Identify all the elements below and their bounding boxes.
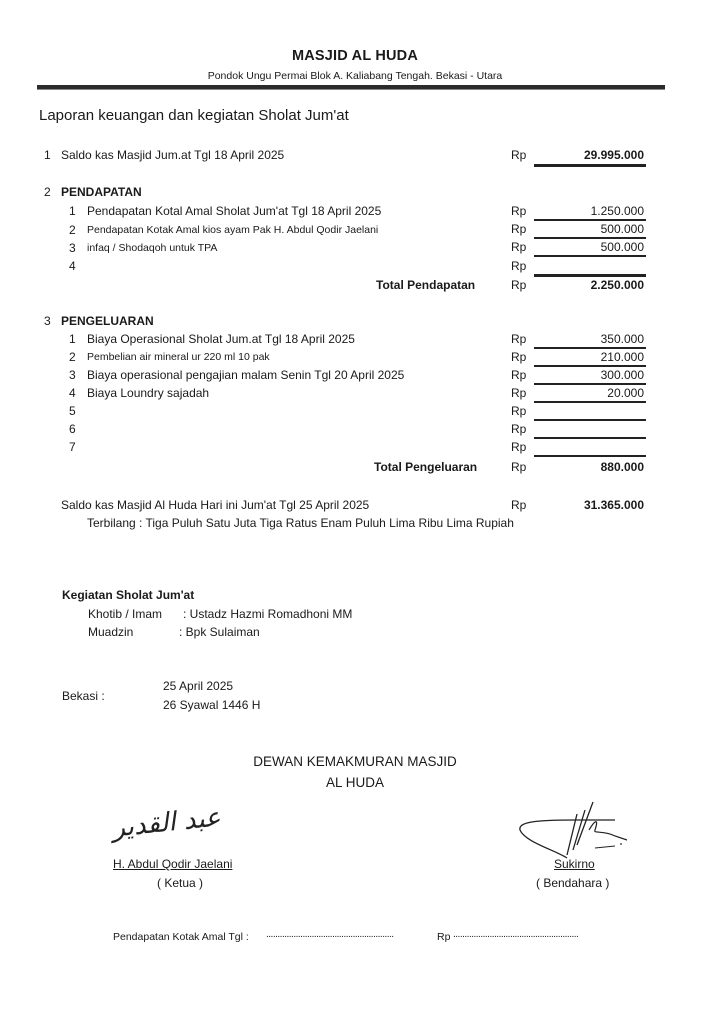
expense-item-label: Biaya operasional pengajian malam Senin Tgl 20 April 2025 (87, 368, 405, 382)
expense-item-amount: 210.000 (600, 350, 644, 364)
income-item-amount: 500.000 (600, 240, 644, 254)
income-item-label: Pendapatan Kotal Amal Sholat Jum'at Tgl 18 April 2025 (87, 204, 382, 218)
chair-role: ( Ketua ) (157, 876, 204, 890)
muadzin-value: : Bpk Sulaiman (179, 625, 260, 639)
closing-balance-in-words: Terbilang : Tiga Puluh Satu Juta Tiga Ratus Enam Puluh Lima Ribu Lima Rupiah (87, 516, 514, 530)
amount-underline (534, 164, 646, 167)
currency-label: Rp (511, 222, 527, 236)
expense-item-no: 4 (69, 386, 76, 400)
income-item-amount: 500.000 (600, 222, 644, 236)
expense-item-amount: 350.000 (600, 332, 644, 346)
currency-label: Rp (511, 404, 527, 418)
amount-underline (534, 437, 646, 439)
expense-item-no: 3 (69, 368, 76, 382)
treasurer-signature-icon (515, 800, 645, 865)
amount-underline (534, 383, 646, 385)
footer-date-blank: ........................................................ (266, 929, 394, 940)
treasurer-name: Sukirno (554, 857, 595, 871)
currency-label: Rp (511, 422, 527, 436)
income-item-no: 2 (69, 223, 76, 237)
currency-label: Rp (511, 259, 527, 273)
amount-underline (534, 455, 646, 457)
income-item-no: 3 (69, 241, 76, 255)
expenses-number: 3 (44, 314, 51, 328)
org-name: MASJID AL HUDA (291, 48, 419, 64)
opening-balance-label: Saldo kas Masjid Jum.at Tgl 18 April 2025 (61, 148, 285, 162)
closing-balance-label: Saldo kas Masjid Al Huda Hari ini Jum'at Tgl 25 April 2025 (61, 498, 370, 512)
currency-label: Rp (511, 386, 527, 400)
expense-item-no: 7 (69, 440, 76, 454)
org-address: Pondok Ungu Permai Blok A. Kaliabang Tengah. Bekasi - Utara (207, 70, 503, 82)
amount-underline (534, 219, 646, 221)
income-item-no: 4 (69, 259, 76, 273)
currency-label: Rp (511, 350, 527, 364)
amount-underline (534, 274, 646, 277)
footer-rp-label: Rp (437, 931, 451, 943)
expense-item-label: Biaya Loundry sajadah (87, 386, 210, 400)
report-title: Laporan keuangan dan kegiatan Sholat Jum'at (39, 107, 349, 124)
opening-balance-amount: 29.995.000 (583, 148, 644, 162)
gregorian-date: 25 April 2025 (163, 679, 234, 693)
chair-signature: عبد القدير (110, 802, 223, 844)
expense-item-no: 5 (69, 404, 76, 418)
income-total-amount: 2.250.000 (590, 278, 644, 292)
income-item-no: 1 (69, 204, 76, 218)
khotib-value: : Ustadz Hazmi Romadhoni MM (183, 607, 353, 621)
income-item-label: Pendapatan Kotak Amal kios ayam Pak H. Abdul Qodir Jaelani (87, 224, 379, 236)
income-number: 2 (44, 185, 51, 199)
currency-label: Rp (511, 278, 527, 292)
council-line-1: DEWAN KEMAKMURAN MASJID (253, 754, 457, 769)
chair-name: H. Abdul Qodir Jaelani (113, 857, 233, 871)
muadzin-label: Muadzin (88, 625, 134, 639)
activity-heading: Kegiatan Sholat Jum'at (62, 588, 195, 602)
currency-label: Rp (511, 498, 527, 512)
currency-label: Rp (511, 460, 527, 474)
header-divider (37, 85, 665, 90)
amount-underline (534, 401, 646, 403)
place-label: Bekasi : (62, 689, 105, 703)
amount-underline (534, 237, 646, 239)
expenses-heading: PENGELUARAN (61, 314, 154, 328)
expense-item-no: 6 (69, 422, 76, 436)
expense-item-label: Biaya Operasional Sholat Jum.at Tgl 18 April 2025 (87, 332, 355, 346)
income-item-amount: 1.250.000 (590, 204, 644, 218)
khotib-label: Khotib / Imam (88, 607, 163, 621)
expense-item-no: 2 (69, 350, 76, 364)
hijri-date: 26 Syawal 1446 H (163, 698, 261, 712)
amount-underline (534, 365, 646, 367)
expense-item-no: 1 (69, 332, 76, 346)
currency-label: Rp (511, 240, 527, 254)
treasurer-role: ( Bendahara ) (536, 876, 610, 890)
council-line-2: AL HUDA (325, 775, 384, 790)
currency-label: Rp (511, 148, 527, 162)
currency-label: Rp (511, 204, 527, 218)
opening-balance-number: 1 (44, 148, 51, 162)
income-heading: PENDAPATAN (61, 185, 142, 199)
expenses-total-label: Total Pengeluaran (374, 460, 478, 474)
amount-underline (534, 347, 646, 349)
currency-label: Rp (511, 440, 527, 454)
footer-amount-blank: ....................................................... (453, 929, 579, 940)
income-total-label: Total Pendapatan (376, 278, 476, 292)
expense-item-amount: 20.000 (607, 386, 644, 400)
expense-item-amount: 300.000 (600, 368, 644, 382)
closing-balance-amount: 31.365.000 (583, 498, 644, 512)
expense-item-label: Pembelian air mineral ur 220 ml 10 pak (87, 351, 270, 363)
amount-underline (534, 419, 646, 421)
expenses-total-amount: 880.000 (600, 460, 644, 474)
amount-underline (534, 255, 646, 257)
income-item-label: infaq / Shodaqoh untuk TPA (87, 242, 218, 254)
currency-label: Rp (511, 332, 527, 346)
footer-label: Pendapatan Kotak Amal Tgl : (113, 931, 249, 943)
currency-label: Rp (511, 368, 527, 382)
